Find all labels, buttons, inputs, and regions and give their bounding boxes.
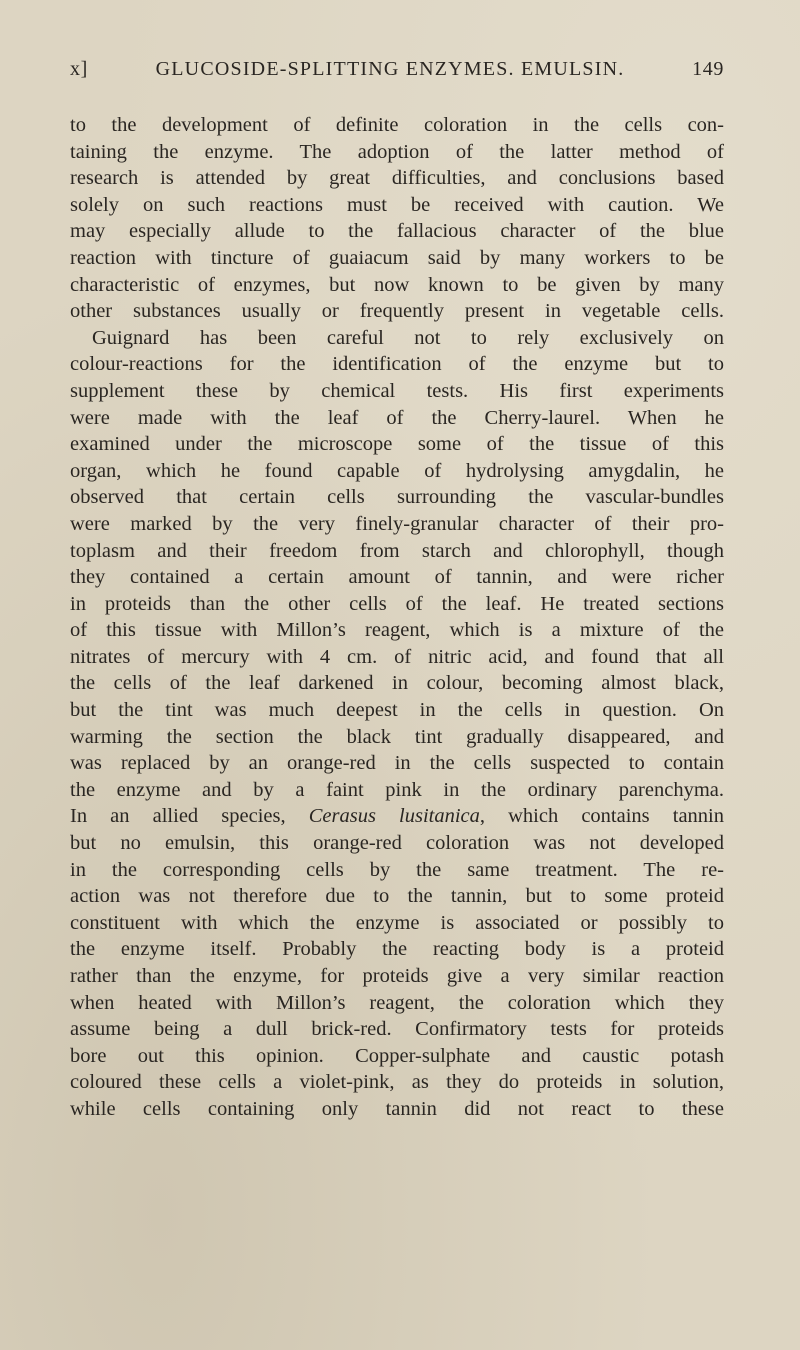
- text-line: were marked by the very finely-granular character of their pro-: [70, 512, 724, 535]
- chapter-marker: x]: [70, 58, 88, 80]
- text-line: colour-reactions for the identification of the enzyme but to: [70, 353, 724, 376]
- text-line: supplement these by chemical tests. His first experiments: [70, 379, 724, 402]
- text-line: when heated with Millon’s reagent, the coloration which they: [70, 991, 724, 1014]
- text-line: action was not therefore due to the tannin, but to some proteid: [70, 885, 724, 908]
- text-line: research is attended by great difficulties, and conclusions based: [70, 167, 724, 190]
- text-line: assume being a dull brick-red. Confirmatory tests for proteids: [70, 1018, 724, 1041]
- text-line: in proteids than the other cells of the leaf. He treated sections: [70, 592, 724, 615]
- text-segment: In an allied species,: [70, 805, 309, 828]
- text-segment: , which contains tannin: [479, 805, 724, 828]
- text-line: constituent with which the enzyme is associated or possibly to: [70, 911, 724, 934]
- text-line: the cells of the leaf darkened in colour, becoming almost black,: [70, 672, 724, 695]
- text-line: while cells containing only tannin did not react to these: [70, 1097, 724, 1120]
- text-line: reaction with tincture of guaiacum said by many workers to be: [70, 246, 724, 269]
- text-line: but no emulsin, this orange-red coloration was not developed: [70, 832, 724, 855]
- text-line: nitrates of mercury with 4 cm. of nitric acid, and found that all: [70, 645, 724, 668]
- text-line: were made with the leaf of the Cherry-laurel. When he: [70, 406, 724, 429]
- text-line: the enzyme itself. Probably the reacting body is a proteid: [70, 938, 724, 961]
- text-line: the enzyme and by a faint pink in the ordinary parenchyma.: [70, 778, 724, 801]
- text-line: observed that certain cells surrounding the vascular-bundles: [70, 486, 724, 509]
- text-line: was replaced by an orange-red in the cells suspected to contain: [70, 752, 724, 775]
- text-line: organ, which he found capable of hydrolysing amygdalin, he: [70, 459, 724, 482]
- text-line: solely on such reactions must be received with caution. We: [70, 193, 724, 216]
- species-name: Cerasus lusitanica: [308, 805, 480, 828]
- text-line: to the development of definite coloration in the cells con-: [70, 114, 724, 136]
- text-line: may especially allude to the fallacious character of the blue: [70, 220, 724, 243]
- text-line: of this tissue with Millon’s reagent, which is a mixture of the: [70, 619, 724, 642]
- text-line: taining the enzyme. The adoption of the latter method of: [70, 140, 724, 163]
- text-line: other substances usually or frequently present in vegetable cells.: [70, 300, 724, 323]
- text-line: rather than the enzyme, for proteids give a very similar reaction: [70, 965, 724, 987]
- text-line: in the corresponding cells by the same treatment. The re-: [70, 858, 724, 881]
- text-line: bore out this opinion. Copper-sulphate and caustic potash: [70, 1044, 724, 1067]
- body-text: [70, 112, 724, 1123]
- text-line: but the tint was much deepest in the cells in question. On: [70, 699, 724, 722]
- text-line: characteristic of enzymes, but now known to be given by many: [70, 273, 724, 296]
- text-line: warming the section the black tint gradually disappeared, and: [70, 725, 724, 748]
- text-line: they contained a certain amount of tannin, and were richer: [70, 566, 724, 589]
- text-line: coloured these cells a violet-pink, as they do proteids in solution,: [70, 1071, 724, 1094]
- text-line: Guignard has been careful not to rely exclusively on: [92, 326, 724, 349]
- text-line-with-italic: [70, 803, 724, 830]
- text-line: examined under the microscope some of the tissue of this: [70, 433, 724, 456]
- text-line: toplasm and their freedom from starch and chlorophyll, though: [70, 539, 724, 562]
- running-head: [70, 58, 724, 88]
- running-title: GLUCOSIDE-SPLITTING ENZYMES. EMULSIN.: [155, 58, 625, 80]
- page-number: 149: [692, 58, 724, 80]
